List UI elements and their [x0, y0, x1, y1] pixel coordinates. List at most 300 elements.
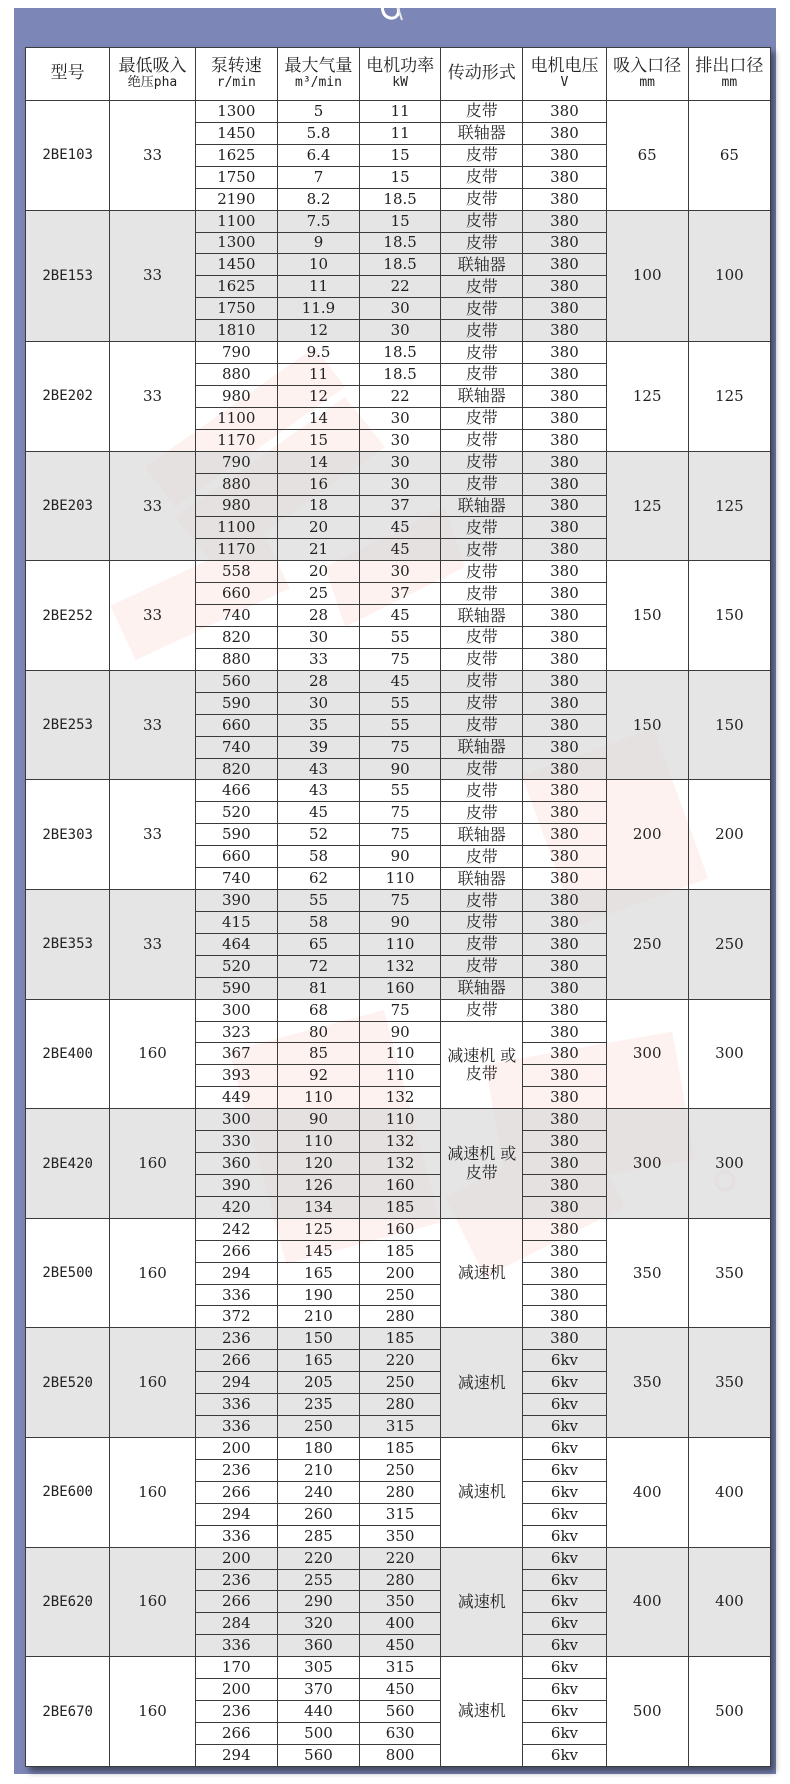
- voltage-cell: 6kv: [523, 1525, 606, 1547]
- power-cell: 280: [360, 1394, 441, 1416]
- voltage-cell: 380: [523, 1196, 606, 1218]
- power-cell: 37: [360, 583, 441, 605]
- speed-cell: 558: [195, 561, 277, 583]
- speed-cell: 590: [195, 692, 277, 714]
- voltage-cell: 380: [523, 298, 606, 320]
- min-suction-cell: 33: [110, 561, 195, 671]
- power-cell: 90: [360, 758, 441, 780]
- voltage-cell: 380: [523, 977, 606, 999]
- power-cell: 800: [360, 1745, 441, 1767]
- power-cell: 185: [360, 1196, 441, 1218]
- airflow-cell: 7: [277, 166, 359, 188]
- drive-cell: 皮带: [441, 407, 523, 429]
- drive-cell-merged: 减速机: [441, 1547, 523, 1657]
- inlet-cell: 150: [606, 670, 688, 780]
- airflow-cell: 320: [277, 1613, 359, 1635]
- speed-cell: 1750: [195, 166, 277, 188]
- power-cell: 18.5: [360, 188, 441, 210]
- speed-cell: 980: [195, 385, 277, 407]
- header-power: 电机功率 kW: [360, 48, 441, 101]
- voltage-cell: 6kv: [523, 1394, 606, 1416]
- drive-cell: 皮带: [441, 539, 523, 561]
- airflow-cell: 45: [277, 802, 359, 824]
- power-cell: 250: [360, 1284, 441, 1306]
- power-cell: 90: [360, 911, 441, 933]
- airflow-cell: 125: [277, 1218, 359, 1240]
- airflow-cell: 110: [277, 1131, 359, 1153]
- power-cell: 160: [360, 977, 441, 999]
- voltage-cell: 6kv: [523, 1569, 606, 1591]
- drive-cell: 联轴器: [441, 824, 523, 846]
- airflow-cell: 14: [277, 451, 359, 473]
- speed-cell: 1450: [195, 254, 277, 276]
- speed-cell: 1300: [195, 232, 277, 254]
- drive-cell-merged: 减速机 或皮带: [441, 1109, 523, 1219]
- spec-sheet: [25, 47, 771, 1767]
- model-group: [26, 670, 771, 780]
- power-cell: 185: [360, 1328, 441, 1350]
- power-cell: 350: [360, 1591, 441, 1613]
- speed-cell: 200: [195, 1547, 277, 1569]
- table-row: [26, 342, 771, 364]
- voltage-cell: 380: [523, 648, 606, 670]
- airflow-cell: 255: [277, 1569, 359, 1591]
- voltage-cell: 380: [523, 407, 606, 429]
- drive-cell: 皮带: [441, 999, 523, 1021]
- airflow-cell: 58: [277, 846, 359, 868]
- airflow-cell: 145: [277, 1240, 359, 1262]
- outlet-cell: 500: [688, 1657, 770, 1767]
- power-cell: 30: [360, 320, 441, 342]
- table-row: [26, 1438, 771, 1460]
- speed-cell: 449: [195, 1087, 277, 1109]
- airflow-cell: 8.2: [277, 188, 359, 210]
- speed-cell: 266: [195, 1591, 277, 1613]
- inlet-cell: 250: [606, 890, 688, 1000]
- min-suction-cell: 33: [110, 342, 195, 452]
- voltage-cell: 380: [523, 692, 606, 714]
- voltage-cell: 380: [523, 232, 606, 254]
- hanging-ring-icon: [376, 0, 410, 24]
- speed-cell: 284: [195, 1613, 277, 1635]
- table-row: [26, 1547, 771, 1569]
- power-cell: 250: [360, 1459, 441, 1481]
- voltage-cell: 6kv: [523, 1679, 606, 1701]
- power-cell: 630: [360, 1723, 441, 1745]
- power-cell: 11: [360, 122, 441, 144]
- speed-cell: 520: [195, 802, 277, 824]
- speed-cell: 372: [195, 1306, 277, 1328]
- power-cell: 132: [360, 955, 441, 977]
- header-inlet: 吸入口径 mm: [606, 48, 688, 101]
- drive-cell: 皮带: [441, 780, 523, 802]
- voltage-cell: 380: [523, 1174, 606, 1196]
- airflow-cell: 52: [277, 824, 359, 846]
- power-cell: 185: [360, 1240, 441, 1262]
- drive-cell-merged: 减速机: [441, 1438, 523, 1548]
- voltage-cell: 380: [523, 670, 606, 692]
- drive-cell: 皮带: [441, 101, 523, 123]
- drive-cell-merged: 减速机: [441, 1218, 523, 1328]
- voltage-cell: 380: [523, 276, 606, 298]
- model-cell: 2BE600: [26, 1438, 110, 1548]
- power-cell: 18.5: [360, 254, 441, 276]
- power-cell: 75: [360, 999, 441, 1021]
- speed-cell: 300: [195, 1109, 277, 1131]
- voltage-cell: 380: [523, 1021, 606, 1043]
- voltage-cell: 380: [523, 1306, 606, 1328]
- airflow-cell: 180: [277, 1438, 359, 1460]
- voltage-cell: 6kv: [523, 1745, 606, 1767]
- outlet-cell: 150: [688, 561, 770, 671]
- power-cell: 15: [360, 166, 441, 188]
- model-cell: 2BE303: [26, 780, 110, 890]
- inlet-cell: 65: [606, 101, 688, 211]
- airflow-cell: 220: [277, 1547, 359, 1569]
- table-row: [26, 561, 771, 583]
- airflow-cell: 28: [277, 670, 359, 692]
- power-cell: 45: [360, 517, 441, 539]
- power-cell: 110: [360, 868, 441, 890]
- power-cell: 30: [360, 407, 441, 429]
- speed-cell: 1450: [195, 122, 277, 144]
- power-cell: 18.5: [360, 232, 441, 254]
- outlet-cell: 200: [688, 780, 770, 890]
- voltage-cell: 6kv: [523, 1547, 606, 1569]
- drive-cell: 皮带: [441, 911, 523, 933]
- drive-cell: 联轴器: [441, 385, 523, 407]
- header-min-suction: 最低吸入 绝压pha: [110, 48, 195, 101]
- voltage-cell: 6kv: [523, 1481, 606, 1503]
- voltage-cell: 380: [523, 1087, 606, 1109]
- speed-cell: 170: [195, 1657, 277, 1679]
- speed-cell: 236: [195, 1328, 277, 1350]
- voltage-cell: 380: [523, 846, 606, 868]
- drive-cell: 皮带: [441, 627, 523, 649]
- speed-cell: 1750: [195, 298, 277, 320]
- drive-cell: 联轴器: [441, 605, 523, 627]
- airflow-cell: 85: [277, 1043, 359, 1065]
- power-cell: 160: [360, 1218, 441, 1240]
- power-cell: 450: [360, 1635, 441, 1657]
- voltage-cell: 380: [523, 824, 606, 846]
- drive-cell-merged: 减速机: [441, 1328, 523, 1438]
- drive-cell: 皮带: [441, 473, 523, 495]
- power-cell: 30: [360, 298, 441, 320]
- table-row: [26, 451, 771, 473]
- power-cell: 280: [360, 1481, 441, 1503]
- airflow-cell: 210: [277, 1459, 359, 1481]
- voltage-cell: 380: [523, 999, 606, 1021]
- voltage-cell: 6kv: [523, 1701, 606, 1723]
- voltage-cell: 380: [523, 1284, 606, 1306]
- power-cell: 30: [360, 429, 441, 451]
- airflow-cell: 190: [277, 1284, 359, 1306]
- power-cell: 75: [360, 736, 441, 758]
- voltage-cell: 380: [523, 517, 606, 539]
- drive-cell: 皮带: [441, 670, 523, 692]
- speed-cell: 390: [195, 1174, 277, 1196]
- speed-cell: 294: [195, 1372, 277, 1394]
- airflow-cell: 21: [277, 539, 359, 561]
- model-group: [26, 780, 771, 890]
- pump-spec-table: [25, 47, 771, 1767]
- table-row: [26, 1109, 771, 1131]
- airflow-cell: 72: [277, 955, 359, 977]
- airflow-cell: 43: [277, 758, 359, 780]
- speed-cell: 1170: [195, 539, 277, 561]
- power-cell: 90: [360, 1021, 441, 1043]
- airflow-cell: 134: [277, 1196, 359, 1218]
- min-suction-cell: 33: [110, 670, 195, 780]
- voltage-cell: 380: [523, 1043, 606, 1065]
- drive-cell: 皮带: [441, 276, 523, 298]
- model-group: [26, 1218, 771, 1328]
- speed-cell: 420: [195, 1196, 277, 1218]
- airflow-cell: 15: [277, 429, 359, 451]
- voltage-cell: 380: [523, 495, 606, 517]
- inlet-cell: 500: [606, 1657, 688, 1767]
- speed-cell: 1100: [195, 517, 277, 539]
- model-cell: 2BE500: [26, 1218, 110, 1328]
- speed-cell: 390: [195, 890, 277, 912]
- power-cell: 30: [360, 451, 441, 473]
- drive-cell: 皮带: [441, 583, 523, 605]
- power-cell: 30: [360, 473, 441, 495]
- power-cell: 110: [360, 933, 441, 955]
- model-cell: 2BE620: [26, 1547, 110, 1657]
- drive-cell: 皮带: [441, 144, 523, 166]
- model-group: [26, 1109, 771, 1219]
- speed-cell: 330: [195, 1131, 277, 1153]
- airflow-cell: 33: [277, 648, 359, 670]
- airflow-cell: 30: [277, 627, 359, 649]
- voltage-cell: 380: [523, 473, 606, 495]
- speed-cell: 590: [195, 977, 277, 999]
- table-row: [26, 670, 771, 692]
- speed-cell: 2190: [195, 188, 277, 210]
- model-group: [26, 890, 771, 1000]
- power-cell: 315: [360, 1416, 441, 1438]
- voltage-cell: 380: [523, 254, 606, 276]
- airflow-cell: 20: [277, 517, 359, 539]
- airflow-cell: 205: [277, 1372, 359, 1394]
- speed-cell: 1100: [195, 407, 277, 429]
- drive-cell: 皮带: [441, 517, 523, 539]
- voltage-cell: 380: [523, 605, 606, 627]
- header-row: [26, 48, 771, 101]
- airflow-cell: 9.5: [277, 342, 359, 364]
- drive-cell: 皮带: [441, 955, 523, 977]
- voltage-cell: 380: [523, 561, 606, 583]
- voltage-cell: 6kv: [523, 1591, 606, 1613]
- speed-cell: 266: [195, 1723, 277, 1745]
- min-suction-cell: 160: [110, 1109, 195, 1219]
- drive-cell: 皮带: [441, 692, 523, 714]
- inlet-cell: 200: [606, 780, 688, 890]
- airflow-cell: 360: [277, 1635, 359, 1657]
- min-suction-cell: 33: [110, 101, 195, 211]
- model-group: [26, 101, 771, 211]
- drive-cell-merged: 减速机: [441, 1657, 523, 1767]
- voltage-cell: 380: [523, 1131, 606, 1153]
- speed-cell: 266: [195, 1350, 277, 1372]
- voltage-cell: 380: [523, 210, 606, 232]
- power-cell: 250: [360, 1372, 441, 1394]
- voltage-cell: 380: [523, 780, 606, 802]
- outlet-cell: 125: [688, 451, 770, 561]
- voltage-cell: 380: [523, 166, 606, 188]
- table-row: [26, 210, 771, 232]
- speed-cell: 300: [195, 999, 277, 1021]
- speed-cell: 790: [195, 342, 277, 364]
- drive-cell: 皮带: [441, 188, 523, 210]
- speed-cell: 1170: [195, 429, 277, 451]
- speed-cell: 560: [195, 670, 277, 692]
- voltage-cell: 6kv: [523, 1657, 606, 1679]
- speed-cell: 740: [195, 605, 277, 627]
- power-cell: 55: [360, 714, 441, 736]
- speed-cell: 1810: [195, 320, 277, 342]
- speed-cell: 660: [195, 846, 277, 868]
- speed-cell: 1100: [195, 210, 277, 232]
- drive-cell: 皮带: [441, 933, 523, 955]
- model-group: [26, 1547, 771, 1657]
- min-suction-cell: 33: [110, 890, 195, 1000]
- speed-cell: 336: [195, 1525, 277, 1547]
- table-row: [26, 780, 771, 802]
- power-cell: 22: [360, 385, 441, 407]
- voltage-cell: 6kv: [523, 1372, 606, 1394]
- inlet-cell: 125: [606, 342, 688, 452]
- airflow-cell: 25: [277, 583, 359, 605]
- airflow-cell: 126: [277, 1174, 359, 1196]
- table-row: [26, 1328, 771, 1350]
- airflow-cell: 260: [277, 1503, 359, 1525]
- voltage-cell: 380: [523, 144, 606, 166]
- drive-cell: 皮带: [441, 714, 523, 736]
- speed-cell: 336: [195, 1635, 277, 1657]
- airflow-cell: 28: [277, 605, 359, 627]
- voltage-cell: 380: [523, 320, 606, 342]
- drive-cell: 联轴器: [441, 736, 523, 758]
- airflow-cell: 90: [277, 1109, 359, 1131]
- drive-cell: 皮带: [441, 451, 523, 473]
- header-model: 型号: [26, 48, 110, 101]
- drive-cell: 皮带: [441, 210, 523, 232]
- power-cell: 185: [360, 1438, 441, 1460]
- header-speed: 泵转速 r/min: [195, 48, 277, 101]
- airflow-cell: 43: [277, 780, 359, 802]
- voltage-cell: 380: [523, 714, 606, 736]
- min-suction-cell: 160: [110, 1438, 195, 1548]
- inlet-cell: 350: [606, 1328, 688, 1438]
- drive-cell: 皮带: [441, 364, 523, 386]
- model-cell: 2BE103: [26, 101, 110, 211]
- power-cell: 45: [360, 539, 441, 561]
- airflow-cell: 6.4: [277, 144, 359, 166]
- drive-cell: 皮带: [441, 846, 523, 868]
- airflow-cell: 5: [277, 101, 359, 123]
- speed-cell: 236: [195, 1459, 277, 1481]
- power-cell: 400: [360, 1613, 441, 1635]
- voltage-cell: 380: [523, 1109, 606, 1131]
- power-cell: 160: [360, 1174, 441, 1196]
- drive-cell: 皮带: [441, 232, 523, 254]
- power-cell: 220: [360, 1547, 441, 1569]
- power-cell: 560: [360, 1701, 441, 1723]
- power-cell: 45: [360, 605, 441, 627]
- power-cell: 280: [360, 1569, 441, 1591]
- header-voltage: 电机电压 V: [523, 48, 606, 101]
- header-airflow: 最大气量 m³/min: [277, 48, 359, 101]
- voltage-cell: 380: [523, 385, 606, 407]
- outlet-cell: 65: [688, 101, 770, 211]
- speed-cell: 200: [195, 1679, 277, 1701]
- speed-cell: 415: [195, 911, 277, 933]
- voltage-cell: 380: [523, 1065, 606, 1087]
- drive-cell: 皮带: [441, 561, 523, 583]
- airflow-cell: 9: [277, 232, 359, 254]
- airflow-cell: 92: [277, 1065, 359, 1087]
- power-cell: 37: [360, 495, 441, 517]
- voltage-cell: 6kv: [523, 1438, 606, 1460]
- speed-cell: 236: [195, 1569, 277, 1591]
- speed-cell: 980: [195, 495, 277, 517]
- power-cell: 55: [360, 627, 441, 649]
- voltage-cell: 380: [523, 1153, 606, 1175]
- speed-cell: 367: [195, 1043, 277, 1065]
- airflow-cell: 290: [277, 1591, 359, 1613]
- speed-cell: 880: [195, 473, 277, 495]
- voltage-cell: 380: [523, 342, 606, 364]
- airflow-cell: 14: [277, 407, 359, 429]
- voltage-cell: 380: [523, 911, 606, 933]
- inlet-cell: 400: [606, 1547, 688, 1657]
- speed-cell: 1625: [195, 276, 277, 298]
- outlet-cell: 300: [688, 1109, 770, 1219]
- table-row: [26, 999, 771, 1021]
- outlet-cell: 300: [688, 999, 770, 1109]
- speed-cell: 660: [195, 714, 277, 736]
- airflow-cell: 110: [277, 1087, 359, 1109]
- power-cell: 132: [360, 1131, 441, 1153]
- drive-cell: 联轴器: [441, 495, 523, 517]
- airflow-cell: 500: [277, 1723, 359, 1745]
- min-suction-cell: 33: [110, 210, 195, 342]
- drive-cell: 皮带: [441, 429, 523, 451]
- outlet-cell: 250: [688, 890, 770, 1000]
- speed-cell: 1300: [195, 101, 277, 123]
- airflow-cell: 305: [277, 1657, 359, 1679]
- airflow-cell: 285: [277, 1525, 359, 1547]
- power-cell: 30: [360, 561, 441, 583]
- model-cell: 2BE670: [26, 1657, 110, 1767]
- model-group: [26, 999, 771, 1109]
- speed-cell: 820: [195, 758, 277, 780]
- model-cell: 2BE520: [26, 1328, 110, 1438]
- airflow-cell: 58: [277, 911, 359, 933]
- airflow-cell: 68: [277, 999, 359, 1021]
- table-row: [26, 1657, 771, 1679]
- speed-cell: 294: [195, 1262, 277, 1284]
- airflow-cell: 81: [277, 977, 359, 999]
- power-cell: 132: [360, 1087, 441, 1109]
- airflow-cell: 210: [277, 1306, 359, 1328]
- inlet-cell: 300: [606, 999, 688, 1109]
- model-cell: 2BE252: [26, 561, 110, 671]
- drive-cell: 联轴器: [441, 122, 523, 144]
